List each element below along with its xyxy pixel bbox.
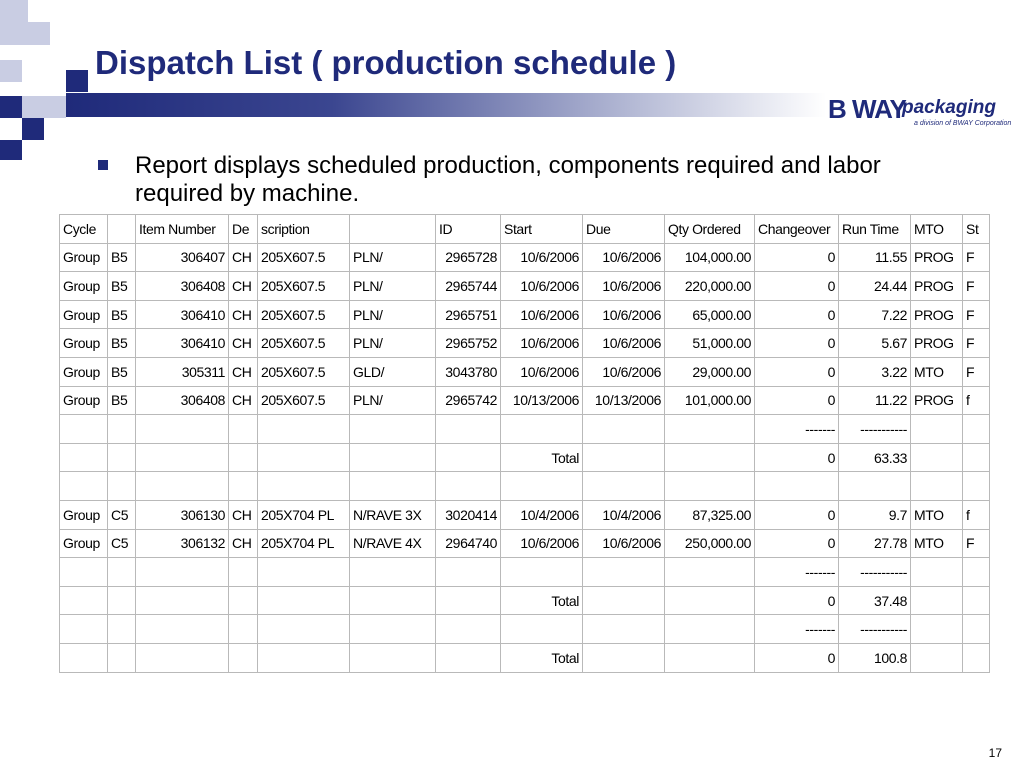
table-cell: 10/13/2006 xyxy=(583,386,665,415)
table-cell: 10/6/2006 xyxy=(501,300,583,329)
column-header: St xyxy=(963,215,990,244)
table-cell: N/RAVE 3X xyxy=(350,500,436,529)
logo-tagline: a division of BWAY Corporation xyxy=(914,120,1012,127)
table-cell: PLN/ xyxy=(350,272,436,301)
table-cell: ----------- xyxy=(839,558,911,587)
table-cell xyxy=(665,415,755,444)
table-cell: 87,325.00 xyxy=(665,500,755,529)
table-cell: F xyxy=(963,300,990,329)
column-header: ID xyxy=(436,215,501,244)
table-cell xyxy=(60,472,108,501)
table-cell: 29,000.00 xyxy=(665,357,755,386)
table-cell: Total xyxy=(501,443,583,472)
table-cell: CH xyxy=(229,500,258,529)
table-cell xyxy=(229,558,258,587)
table-cell: 0 xyxy=(755,643,839,672)
table-cell: ----------- xyxy=(839,415,911,444)
table-cell: CH xyxy=(229,300,258,329)
table-cell: 10/6/2006 xyxy=(583,272,665,301)
table-cell xyxy=(108,586,136,615)
table-cell: 11.22 xyxy=(839,386,911,415)
decor-square xyxy=(22,118,44,140)
table-cell xyxy=(258,643,350,672)
column-header: Item Number xyxy=(136,215,229,244)
table-cell: CH xyxy=(229,329,258,358)
table-cell xyxy=(911,415,963,444)
table-cell: F xyxy=(963,329,990,358)
table-cell: 51,000.00 xyxy=(665,329,755,358)
table-cell: 305311 xyxy=(136,357,229,386)
table-row xyxy=(60,329,990,358)
table-cell: 2965742 xyxy=(436,386,501,415)
table-cell: CH xyxy=(229,272,258,301)
table-cell: 10/6/2006 xyxy=(583,357,665,386)
table-cell xyxy=(229,415,258,444)
table-cell: 10/6/2006 xyxy=(583,329,665,358)
table-cell: 2965752 xyxy=(436,329,501,358)
table-cell: 10/6/2006 xyxy=(501,529,583,558)
table-cell xyxy=(583,472,665,501)
table-cell xyxy=(911,443,963,472)
decor-square xyxy=(44,96,66,118)
table-cell: 0 xyxy=(755,529,839,558)
table-cell: 306410 xyxy=(136,300,229,329)
column-header: scription xyxy=(258,215,350,244)
table-cell: Group xyxy=(60,243,108,272)
table-cell: MTO xyxy=(911,500,963,529)
table-cell: C5 xyxy=(108,529,136,558)
table-cell xyxy=(229,586,258,615)
table-cell xyxy=(60,615,108,644)
table-cell: 10/4/2006 xyxy=(583,500,665,529)
table-cell xyxy=(755,472,839,501)
table-cell: ------- xyxy=(755,558,839,587)
table-cell: CH xyxy=(229,386,258,415)
table-cell xyxy=(665,643,755,672)
table-cell: ----------- xyxy=(839,615,911,644)
table-cell: 2965751 xyxy=(436,300,501,329)
table-cell: F xyxy=(963,357,990,386)
table-cell: 10/6/2006 xyxy=(501,272,583,301)
table-cell: 10/6/2006 xyxy=(501,357,583,386)
table-cell xyxy=(350,415,436,444)
table-cell: f xyxy=(963,500,990,529)
table-cell xyxy=(350,615,436,644)
table-cell: 0 xyxy=(755,386,839,415)
title-divider xyxy=(66,93,826,117)
table-cell: 10/13/2006 xyxy=(501,386,583,415)
table-cell xyxy=(665,586,755,615)
table-cell: 65,000.00 xyxy=(665,300,755,329)
table-cell xyxy=(911,643,963,672)
table-cell xyxy=(963,615,990,644)
table-cell xyxy=(501,558,583,587)
table-cell xyxy=(583,415,665,444)
table-cell xyxy=(911,586,963,615)
table-cell xyxy=(108,472,136,501)
column-header: MTO xyxy=(911,215,963,244)
table-cell xyxy=(583,443,665,472)
table-cell xyxy=(258,586,350,615)
table-cell xyxy=(583,615,665,644)
table-cell: 100.8 xyxy=(839,643,911,672)
table-cell xyxy=(963,643,990,672)
table-cell xyxy=(963,558,990,587)
table-cell xyxy=(258,415,350,444)
table-cell xyxy=(229,472,258,501)
table-cell xyxy=(60,586,108,615)
table-row xyxy=(60,615,990,644)
table-cell: ------- xyxy=(755,615,839,644)
table-cell xyxy=(583,643,665,672)
table-cell: 10/6/2006 xyxy=(583,243,665,272)
table-cell: 205X607.5 xyxy=(258,329,350,358)
table-cell: 10/6/2006 xyxy=(583,529,665,558)
table-cell xyxy=(436,643,501,672)
table-row xyxy=(60,357,990,386)
table-cell: 2964740 xyxy=(436,529,501,558)
table-cell xyxy=(258,615,350,644)
table-cell xyxy=(350,643,436,672)
table-cell xyxy=(229,643,258,672)
table-cell xyxy=(963,472,990,501)
table-cell: Total xyxy=(501,586,583,615)
table-cell: 11.55 xyxy=(839,243,911,272)
table-cell xyxy=(911,472,963,501)
table-cell: 5.67 xyxy=(839,329,911,358)
table-cell: B5 xyxy=(108,272,136,301)
table-cell: PROG xyxy=(911,300,963,329)
table-cell: PLN/ xyxy=(350,300,436,329)
table-cell: 2965744 xyxy=(436,272,501,301)
table-cell: C5 xyxy=(108,500,136,529)
table-cell xyxy=(350,443,436,472)
table-cell: 7.22 xyxy=(839,300,911,329)
table-cell xyxy=(136,586,229,615)
table-cell xyxy=(108,615,136,644)
table-cell xyxy=(665,472,755,501)
table-cell: Group xyxy=(60,500,108,529)
table-cell: 2965728 xyxy=(436,243,501,272)
table-cell xyxy=(136,643,229,672)
decor-square xyxy=(0,140,22,160)
table-cell xyxy=(350,558,436,587)
table-cell: MTO xyxy=(911,357,963,386)
table-cell: PROG xyxy=(911,386,963,415)
table-cell: 205X607.5 xyxy=(258,243,350,272)
table-cell: GLD/ xyxy=(350,357,436,386)
column-header xyxy=(350,215,436,244)
table-cell: B5 xyxy=(108,329,136,358)
company-logo xyxy=(828,92,1012,132)
decor-square xyxy=(28,22,50,45)
table-cell: 0 xyxy=(755,243,839,272)
table-cell: CH xyxy=(229,243,258,272)
table-row xyxy=(60,558,990,587)
table-row xyxy=(60,415,990,444)
table-cell: Group xyxy=(60,272,108,301)
table-cell: CH xyxy=(229,529,258,558)
table-cell xyxy=(136,558,229,587)
table-cell: B5 xyxy=(108,243,136,272)
table-cell xyxy=(963,443,990,472)
column-header: Cycle xyxy=(60,215,108,244)
table-cell xyxy=(583,586,665,615)
table-cell xyxy=(911,615,963,644)
column-header xyxy=(108,215,136,244)
table-cell: 104,000.00 xyxy=(665,243,755,272)
table-cell xyxy=(665,443,755,472)
table-header-row xyxy=(60,215,990,244)
table-cell xyxy=(229,443,258,472)
decor-square xyxy=(0,0,28,45)
column-header: De xyxy=(229,215,258,244)
column-header: Qty Ordered xyxy=(665,215,755,244)
table-cell: 10/6/2006 xyxy=(501,329,583,358)
table-cell xyxy=(436,443,501,472)
table-cell: 205X704 PL xyxy=(258,500,350,529)
table-cell: 101,000.00 xyxy=(665,386,755,415)
table-cell xyxy=(108,643,136,672)
table-cell: 27.78 xyxy=(839,529,911,558)
table-cell: B5 xyxy=(108,357,136,386)
table-cell xyxy=(665,615,755,644)
decor-square xyxy=(0,96,22,118)
table-row xyxy=(60,500,990,529)
table-cell: PLN/ xyxy=(350,243,436,272)
table-cell: B5 xyxy=(108,300,136,329)
table-cell xyxy=(501,472,583,501)
table-cell xyxy=(911,558,963,587)
table-cell xyxy=(136,615,229,644)
bullet-text: Report displays scheduled production, components required and labor required by machine. xyxy=(135,152,881,207)
table-cell: Group xyxy=(60,357,108,386)
table-cell: 306408 xyxy=(136,272,229,301)
table-cell: 0 xyxy=(755,329,839,358)
table-cell xyxy=(436,615,501,644)
column-header: Run Time xyxy=(839,215,911,244)
table-cell: 205X607.5 xyxy=(258,272,350,301)
page-title: Dispatch List ( production schedule ) xyxy=(95,44,677,81)
table-row xyxy=(60,443,990,472)
table-cell xyxy=(136,472,229,501)
table-cell xyxy=(60,415,108,444)
table-cell: 10/6/2006 xyxy=(501,243,583,272)
table-cell: 306130 xyxy=(136,500,229,529)
table-cell: CH xyxy=(229,357,258,386)
table-cell: 3020414 xyxy=(436,500,501,529)
table-cell xyxy=(436,558,501,587)
table-cell: PROG xyxy=(911,329,963,358)
table-cell: F xyxy=(963,272,990,301)
table-cell xyxy=(436,472,501,501)
table-cell xyxy=(839,472,911,501)
table-row xyxy=(60,272,990,301)
table-cell: 306132 xyxy=(136,529,229,558)
table-cell xyxy=(108,558,136,587)
table-cell: 306410 xyxy=(136,329,229,358)
table-cell xyxy=(258,558,350,587)
table-cell: 220,000.00 xyxy=(665,272,755,301)
table-cell: Group xyxy=(60,329,108,358)
table-cell xyxy=(136,415,229,444)
table-cell: 3.22 xyxy=(839,357,911,386)
table-cell: f xyxy=(963,386,990,415)
table-cell: 306408 xyxy=(136,386,229,415)
table-cell: Total xyxy=(501,643,583,672)
table-cell: Group xyxy=(60,300,108,329)
table-cell: B5 xyxy=(108,386,136,415)
table-cell: PLN/ xyxy=(350,386,436,415)
table-cell xyxy=(258,472,350,501)
column-header: Due xyxy=(583,215,665,244)
table-cell: PLN/ xyxy=(350,329,436,358)
table-row xyxy=(60,300,990,329)
table-cell: N/RAVE 4X xyxy=(350,529,436,558)
table-cell: 205X607.5 xyxy=(258,300,350,329)
decor-square xyxy=(66,70,88,92)
table-cell: 63.33 xyxy=(839,443,911,472)
table-cell xyxy=(350,472,436,501)
table-cell: MTO xyxy=(911,529,963,558)
table-cell xyxy=(501,615,583,644)
table-cell: 0 xyxy=(755,272,839,301)
table-cell: 205X704 PL xyxy=(258,529,350,558)
page-number: 17 xyxy=(988,746,1002,760)
table-row xyxy=(60,586,990,615)
table-row xyxy=(60,386,990,415)
table-cell: 0 xyxy=(755,586,839,615)
table-cell: 10/4/2006 xyxy=(501,500,583,529)
table-cell xyxy=(60,443,108,472)
table-cell: 205X607.5 xyxy=(258,386,350,415)
table-row xyxy=(60,643,990,672)
table-cell xyxy=(350,586,436,615)
table-cell: Group xyxy=(60,529,108,558)
table-cell: 0 xyxy=(755,443,839,472)
table-cell xyxy=(583,558,665,587)
table-cell: ------- xyxy=(755,415,839,444)
table-cell xyxy=(436,586,501,615)
table-cell xyxy=(501,415,583,444)
table-cell: F xyxy=(963,529,990,558)
table-cell: 3043780 xyxy=(436,357,501,386)
table-cell xyxy=(60,643,108,672)
table-cell: 250,000.00 xyxy=(665,529,755,558)
table-cell: F xyxy=(963,243,990,272)
table-cell: Group xyxy=(60,386,108,415)
table-cell: 9.7 xyxy=(839,500,911,529)
table-cell: 0 xyxy=(755,357,839,386)
table-cell: 10/6/2006 xyxy=(583,300,665,329)
table-cell xyxy=(136,443,229,472)
logo-wordmark: packaging xyxy=(902,97,996,118)
table-row xyxy=(60,472,990,501)
column-header: Start xyxy=(501,215,583,244)
column-header: Changeover xyxy=(755,215,839,244)
table-cell xyxy=(963,586,990,615)
table-cell xyxy=(665,558,755,587)
logo-mark: B WAY xyxy=(828,94,906,124)
table-cell: 37.48 xyxy=(839,586,911,615)
table-cell: 0 xyxy=(755,300,839,329)
dispatch-table xyxy=(59,214,990,673)
table-cell: 306407 xyxy=(136,243,229,272)
table-cell xyxy=(60,558,108,587)
table-cell: 24.44 xyxy=(839,272,911,301)
table-cell: 205X607.5 xyxy=(258,357,350,386)
decor-square xyxy=(0,60,22,82)
table-cell xyxy=(258,443,350,472)
table-cell xyxy=(108,443,136,472)
table-cell: PROG xyxy=(911,243,963,272)
table-row xyxy=(60,243,990,272)
table-cell xyxy=(229,615,258,644)
bullet-square-icon xyxy=(98,160,108,170)
table-cell xyxy=(963,415,990,444)
table-cell xyxy=(436,415,501,444)
table-cell: PROG xyxy=(911,272,963,301)
table-cell xyxy=(108,415,136,444)
table-cell: 0 xyxy=(755,500,839,529)
table-row xyxy=(60,529,990,558)
decor-square xyxy=(22,96,44,118)
